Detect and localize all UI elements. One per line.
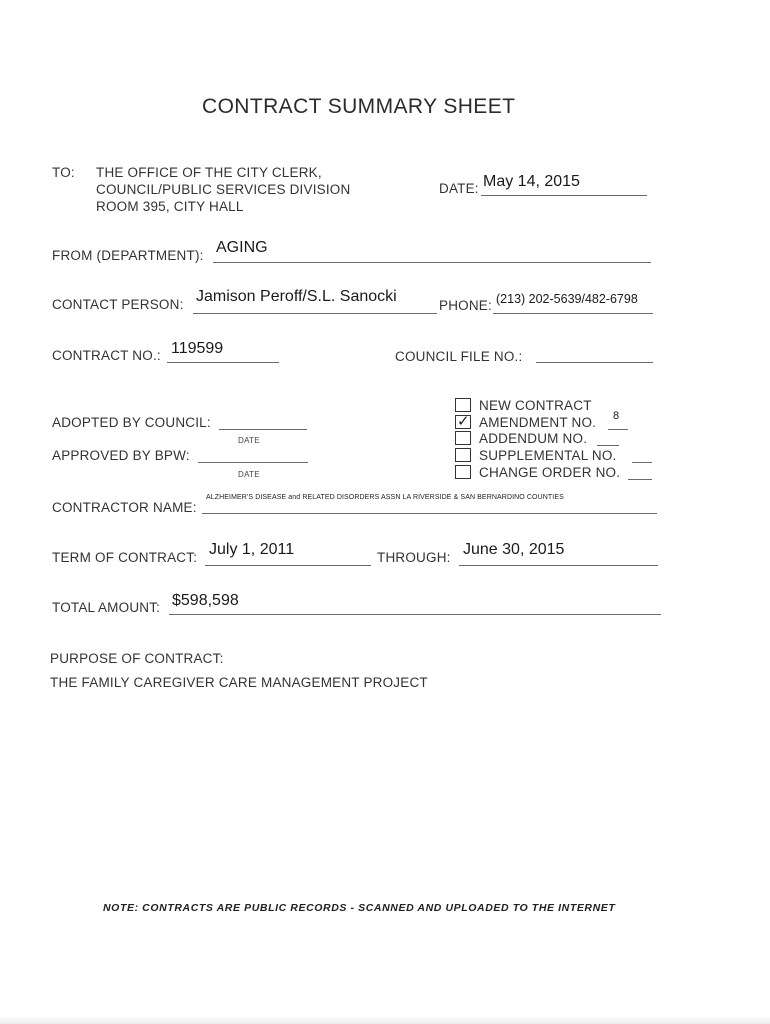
contact-line: [193, 313, 437, 314]
amendment-label: AMENDMENT NO.: [479, 415, 597, 430]
council-file-line: [536, 362, 653, 363]
new-contract-checkbox[interactable]: [455, 398, 471, 412]
contact-label: CONTACT PERSON:: [52, 297, 184, 312]
phone-value[interactable]: (213) 202-5639/482-6798: [496, 292, 638, 306]
date-line: [481, 195, 647, 196]
term-start-value[interactable]: July 1, 2011: [209, 541, 295, 558]
adopted-line: [219, 429, 307, 430]
supplemental-label: SUPPLEMENTAL NO.: [479, 448, 617, 463]
checkmark-icon: ✓: [457, 413, 470, 430]
amendment-line: [608, 429, 628, 430]
date-value[interactable]: May 14, 2015: [483, 173, 580, 190]
adopted-label: ADOPTED BY COUNCIL:: [52, 415, 211, 430]
term-start-line: [205, 565, 371, 566]
approved-label: APPROVED BY BPW:: [52, 448, 190, 463]
phone-label: PHONE:: [439, 298, 492, 313]
from-label: FROM (DEPARTMENT):: [52, 248, 204, 263]
approved-date-caption: DATE: [238, 470, 260, 479]
change-order-checkbox[interactable]: [455, 465, 471, 479]
phone-line: [493, 313, 653, 314]
supplemental-line: [632, 462, 652, 463]
contract-no-line: [167, 362, 279, 363]
through-label: THROUGH:: [377, 550, 451, 565]
to-label: TO:: [52, 165, 75, 180]
date-label: DATE:: [439, 181, 479, 196]
contract-no-value[interactable]: 119599: [171, 340, 224, 357]
public-records-note: NOTE: CONTRACTS ARE PUBLIC RECORDS - SCANNED AND UPLOADED TO THE INTERNET: [103, 902, 616, 914]
supplemental-checkbox[interactable]: [455, 448, 471, 462]
amendment-value[interactable]: 8: [613, 410, 620, 422]
purpose-value: THE FAMILY CAREGIVER CARE MANAGEMENT PROJECT: [50, 675, 428, 690]
scan-edge-shadow: [0, 1016, 770, 1024]
change-order-line: [628, 479, 652, 480]
from-line: [213, 262, 651, 263]
contractor-value[interactable]: ALZHEIMER'S DISEASE and RELATED DISORDERS ASSN LA RIVERSIDE & SAN BERNARDINO COUNTIES: [206, 494, 564, 501]
addendum-label: ADDENDUM NO.: [479, 431, 588, 446]
term-label: TERM OF CONTRACT:: [52, 550, 198, 565]
purpose-label: PURPOSE OF CONTRACT:: [50, 651, 224, 666]
to-line-1: THE OFFICE OF THE CITY CLERK,: [96, 165, 322, 180]
from-value[interactable]: AGING: [216, 239, 268, 256]
new-contract-label: NEW CONTRACT: [479, 398, 592, 413]
council-file-label: COUNCIL FILE NO.:: [395, 349, 523, 364]
contractor-label: CONTRACTOR NAME:: [52, 500, 197, 515]
total-line: [169, 614, 661, 615]
to-line-2: COUNCIL/PUBLIC SERVICES DIVISION: [96, 182, 351, 197]
to-line-3: ROOM 395, CITY HALL: [96, 199, 244, 214]
total-label: TOTAL AMOUNT:: [52, 600, 161, 615]
term-end-value[interactable]: June 30, 2015: [463, 541, 565, 558]
page-title: CONTRACT SUMMARY SHEET: [202, 95, 516, 118]
total-value[interactable]: $598,598: [172, 592, 239, 609]
addendum-line: [597, 445, 619, 446]
amendment-checkbox[interactable]: [455, 415, 471, 429]
approved-line: [198, 462, 308, 463]
term-end-line: [459, 565, 658, 566]
contractor-line: [202, 513, 657, 514]
contract-no-label: CONTRACT NO.:: [52, 348, 161, 363]
adopted-date-caption: DATE: [238, 436, 260, 445]
addendum-checkbox[interactable]: [455, 431, 471, 445]
contact-value[interactable]: Jamison Peroff/S.L. Sanocki: [196, 288, 397, 305]
change-order-label: CHANGE ORDER NO.: [479, 465, 621, 480]
